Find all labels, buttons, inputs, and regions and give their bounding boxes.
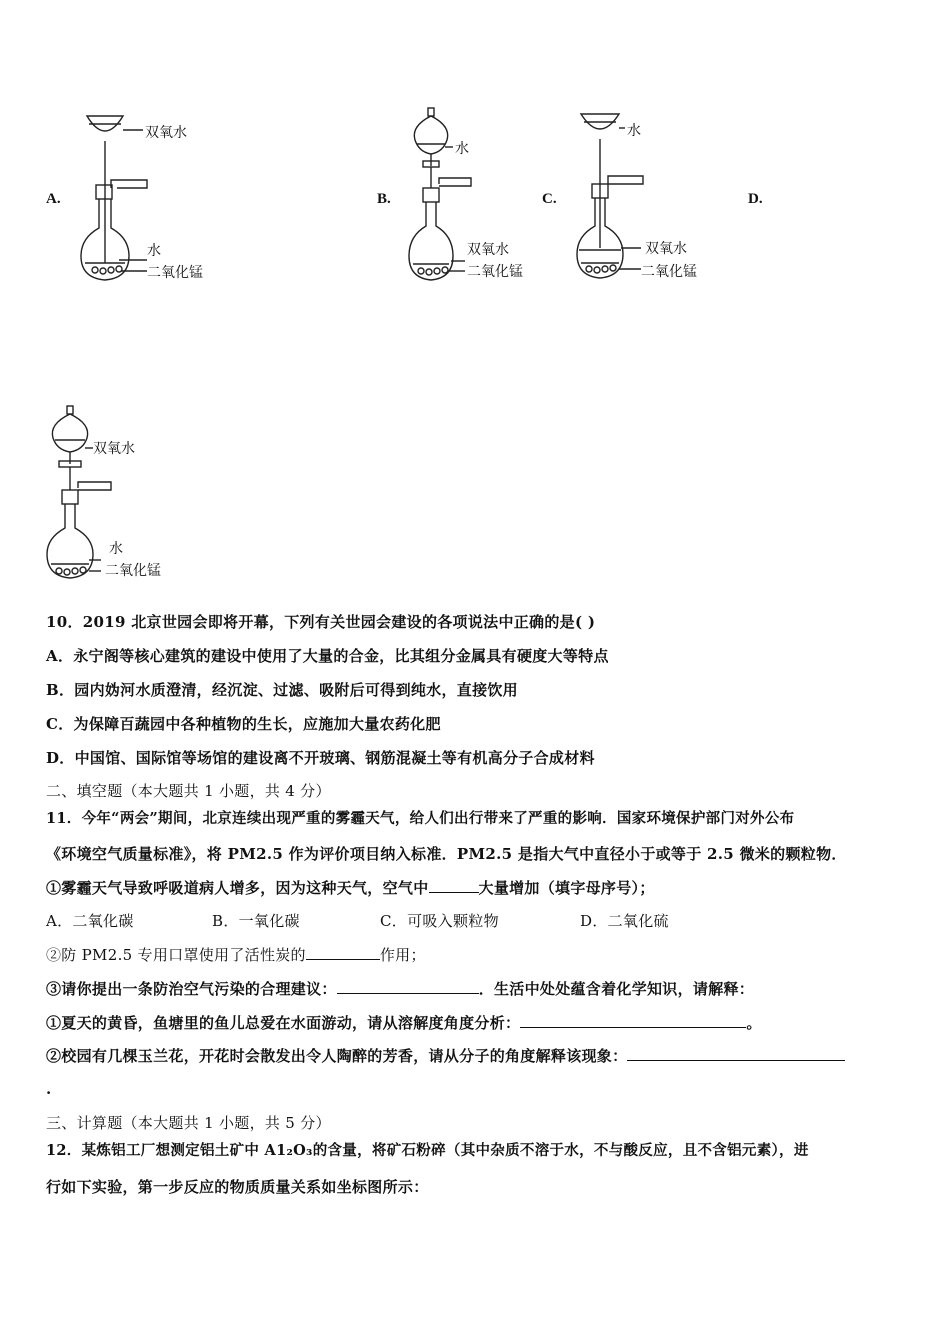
apparatus-c-top-label: 水 — [627, 123, 641, 139]
apparatus-a-diagram — [75, 108, 235, 288]
section-3-heading: 三、计算题（本大题共 1 小题，共 5 分） — [46, 1114, 331, 1132]
q11-blank-5[interactable] — [627, 1046, 845, 1061]
q11-part-1-pre: ①雾霾天气导致呼吸道病人增多，因为这种天气，空气中 — [46, 879, 429, 897]
q11-part-3 — [46, 978, 754, 999]
q11-choices — [46, 910, 669, 931]
q11-part-5-pre: ②校园有几棵玉兰花，开花时会散发出令人陶醉的芳香，请从分子的角度解释该现象： — [46, 1047, 628, 1065]
q11-line-1: 11．今年“两会”期间，北京连续出现严重的雾霾天气，给人们出行带来了严重的影响．国家环境保护部门对外公布 — [46, 810, 795, 827]
q11-part-2-pre: ②防 PM2.5 专用口罩使用了活性炭的 — [46, 946, 306, 964]
q11-part-2 — [46, 944, 426, 965]
option-a-label: A. — [46, 191, 61, 207]
apparatus-a-mid-label: 水 — [147, 243, 161, 259]
apparatus-d-bottom-label: 二氧化锰 — [105, 563, 161, 579]
q11-choice-a: A．二氧化碳 — [46, 912, 134, 930]
apparatus-b-bottom-label: 二氧化锰 — [467, 264, 523, 280]
q11-blank-3[interactable] — [337, 979, 479, 994]
section-2-heading: 二、填空题（本大题共 1 小题，共 4 分） — [46, 782, 331, 800]
apparatus-d-top-label: 双氧水 — [93, 441, 135, 457]
apparatus-b-diagram — [405, 106, 555, 286]
option-b-label: B. — [377, 191, 391, 207]
q11-part-4 — [46, 1012, 762, 1033]
option-d-label: D. — [748, 191, 763, 207]
q11-blank-2[interactable] — [306, 945, 380, 960]
q10-option-d: D．中国馆、国际馆等场馆的建设离不开玻璃、钢筋混凝土等有机高分子合成材料 — [46, 749, 595, 767]
q10-option-a: A．永宁阁等核心建筑的建设中使用了大量的合金，比其组分金属具有硬度大等特点 — [46, 647, 609, 665]
apparatus-b-mid-label: 双氧水 — [467, 242, 509, 258]
q11-choice-c: C．可吸入颗粒物 — [380, 912, 499, 930]
apparatus-a-top-label: 双氧水 — [145, 125, 187, 141]
apparatus-a-bottom-label: 二氧化锰 — [147, 265, 203, 281]
q11-blank-1[interactable] — [429, 878, 479, 893]
apparatus-d-mid-label: 水 — [109, 541, 123, 557]
q10-option-c: C．为保障百蔬园中各种植物的生长，应施加大量农药化肥 — [46, 715, 441, 733]
q11-line-2: 《环境空气质量标准》，将 PM2.5 作为评价项目纳入标准．PM2.5 是指大气中直径小于或等于 2.5 微米的颗粒物． — [46, 845, 847, 863]
q11-choice-d: D．二氧化硫 — [580, 912, 669, 930]
q10-option-b: B．园内妫河水质澄清，经沉淀、过滤、吸附后可得到纯水，直接饮用 — [46, 681, 518, 699]
q11-part-3-pre: ③请你提出一条防治空气污染的合理建议： — [46, 980, 337, 998]
q11-part-6: . — [46, 1080, 52, 1098]
apparatus-c-mid-label: 双氧水 — [645, 241, 687, 257]
q11-part-2-post: 作用； — [379, 946, 426, 964]
q11-part-3-post: ．生活中处处蕴含着化学知识，请解释： — [478, 980, 755, 998]
apparatus-c-diagram — [575, 108, 735, 288]
q10-stem: 10．2019 北京世园会即将开幕，下列有关世园会建设的各项说法中正确的是( ) — [46, 613, 596, 631]
apparatus-c-bottom-label: 二氧化锰 — [641, 264, 697, 280]
q12-line-2: 行如下实验，第一步反应的物质质量关系如坐标图所示： — [46, 1178, 429, 1196]
apparatus-d-diagram — [45, 404, 205, 584]
q11-part-1-post: 大量增加（填字母序号）； — [478, 879, 655, 897]
q12-line-1: 12．某炼铝工厂想测定铝土矿中 A1₂O₃的含量，将矿石粉碎（其中杂质不溶于水，不与酸反应，且不含铝元素），进 — [46, 1142, 809, 1159]
q11-blank-4[interactable] — [520, 1013, 746, 1028]
q11-part-5 — [46, 1045, 845, 1066]
q11-part-4-pre: ①夏天的黄昏，鱼塘里的鱼儿总爱在水面游动，请从溶解度角度分析： — [46, 1014, 521, 1032]
q11-choice-b: B．一氧化碳 — [212, 912, 300, 930]
option-c-label: C. — [542, 191, 557, 207]
apparatus-b-top-label: 水 — [455, 141, 469, 157]
q11-part-1 — [46, 877, 655, 898]
q11-part-4-post: 。 — [746, 1014, 762, 1032]
